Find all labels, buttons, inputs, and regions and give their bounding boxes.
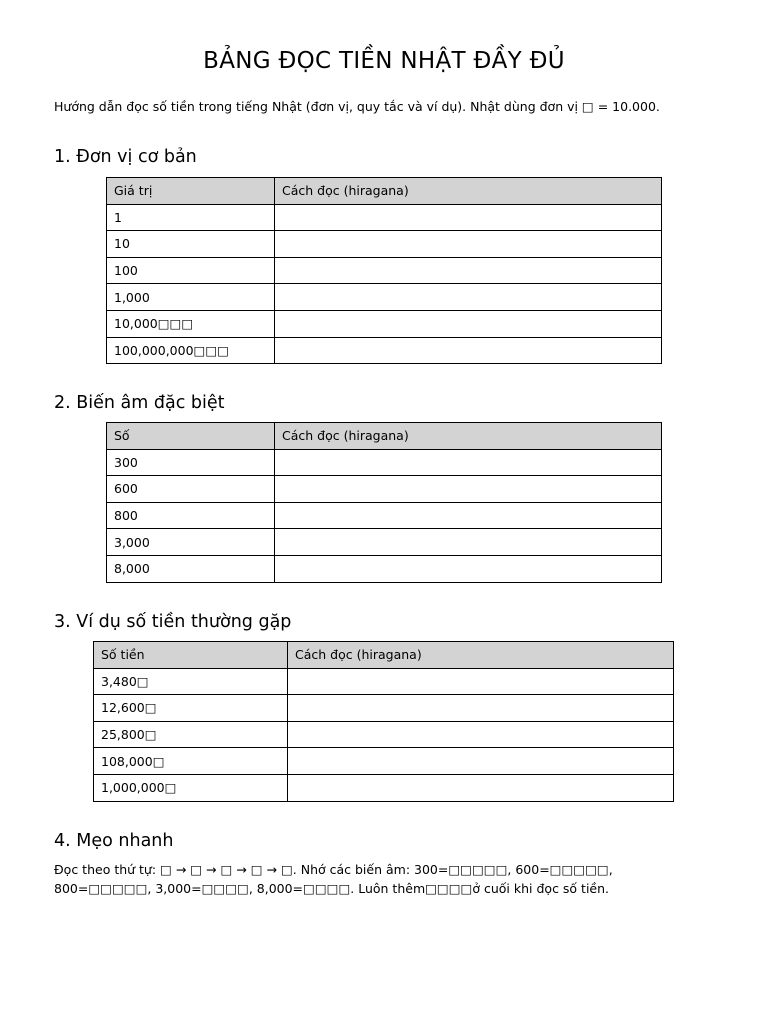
reading-cell <box>275 204 662 231</box>
reading-cell <box>275 476 662 503</box>
value-cell: 300 <box>107 449 275 476</box>
table-row <box>107 257 662 284</box>
intro-text: Hướng dẫn đọc số tiền trong tiếng Nhật (đơn vị, quy tắc và ví dụ). Nhật dùng đơn vị □ = 10.000. <box>54 99 660 114</box>
section-heading-examples: 3. Ví dụ số tiền thường gặp <box>54 612 292 632</box>
table-header-row <box>107 178 662 205</box>
table-row <box>107 529 662 556</box>
table-row <box>107 337 662 364</box>
reading-cell <box>288 748 674 775</box>
value-cell: 25,800□ <box>94 721 288 748</box>
value-cell: 1,000 <box>107 284 275 311</box>
table-row <box>107 502 662 529</box>
reading-cell <box>288 668 674 695</box>
reading-cell <box>288 774 674 801</box>
reading-cell <box>275 257 662 284</box>
value-cell: 100 <box>107 257 275 284</box>
value-cell: 10 <box>107 231 275 258</box>
special-sounds-table <box>106 422 662 583</box>
examples-table <box>93 641 674 802</box>
value-cell: 1,000,000□ <box>94 774 288 801</box>
value-cell: 100,000,000□□□ <box>107 337 275 364</box>
reading-cell <box>288 721 674 748</box>
reading-cell <box>288 695 674 722</box>
column-header: Số tiền <box>94 642 288 669</box>
section-heading-special-sounds: 2. Biến âm đặc biệt <box>54 393 225 413</box>
reading-cell <box>275 231 662 258</box>
reading-cell <box>275 337 662 364</box>
reading-cell <box>275 502 662 529</box>
reading-cell <box>275 449 662 476</box>
table-row <box>107 204 662 231</box>
tips-text: Đọc theo thứ tự: □ → □ → □ → □ → □. Nhớ các biến âm: 300=□□□□□, 600=□□□□□, 800=□□□□□, 3,000=□□□□, 8,000=□□□□. Luôn thêm□□□□ở cuối khi đọc số tiền. <box>54 862 613 896</box>
table-row <box>107 449 662 476</box>
table-row <box>94 695 674 722</box>
page-title: BẢNG ĐỌC TIỀN NHẬT ĐẦY ĐỦ <box>203 48 565 74</box>
value-cell: 8,000 <box>107 555 275 582</box>
table-row <box>107 231 662 258</box>
value-cell: 1 <box>107 204 275 231</box>
section-heading-tips: 4. Mẹo nhanh <box>54 831 174 851</box>
column-header: Số <box>107 423 275 450</box>
section-heading-basic-units: 1. Đơn vị cơ bản <box>54 147 197 167</box>
reading-cell <box>275 529 662 556</box>
reading-cell <box>275 284 662 311</box>
table-row <box>107 310 662 337</box>
table-row <box>94 748 674 775</box>
value-cell: 12,600□ <box>94 695 288 722</box>
column-header: Giá trị <box>107 178 275 205</box>
table-row <box>94 668 674 695</box>
table-header-row <box>107 423 662 450</box>
column-header: Cách đọc (hiragana) <box>288 642 674 669</box>
table-row <box>107 476 662 503</box>
basic-units-table <box>106 177 662 364</box>
reading-cell <box>275 555 662 582</box>
value-cell: 800 <box>107 502 275 529</box>
value-cell: 10,000□□□ <box>107 310 275 337</box>
column-header: Cách đọc (hiragana) <box>275 423 662 450</box>
table-header-row <box>94 642 674 669</box>
value-cell: 3,000 <box>107 529 275 556</box>
value-cell: 600 <box>107 476 275 503</box>
table-row <box>94 774 674 801</box>
column-header: Cách đọc (hiragana) <box>275 178 662 205</box>
value-cell: 3,480□ <box>94 668 288 695</box>
table-row <box>107 284 662 311</box>
table-row <box>107 555 662 582</box>
value-cell: 108,000□ <box>94 748 288 775</box>
table-row <box>94 721 674 748</box>
reading-cell <box>275 310 662 337</box>
